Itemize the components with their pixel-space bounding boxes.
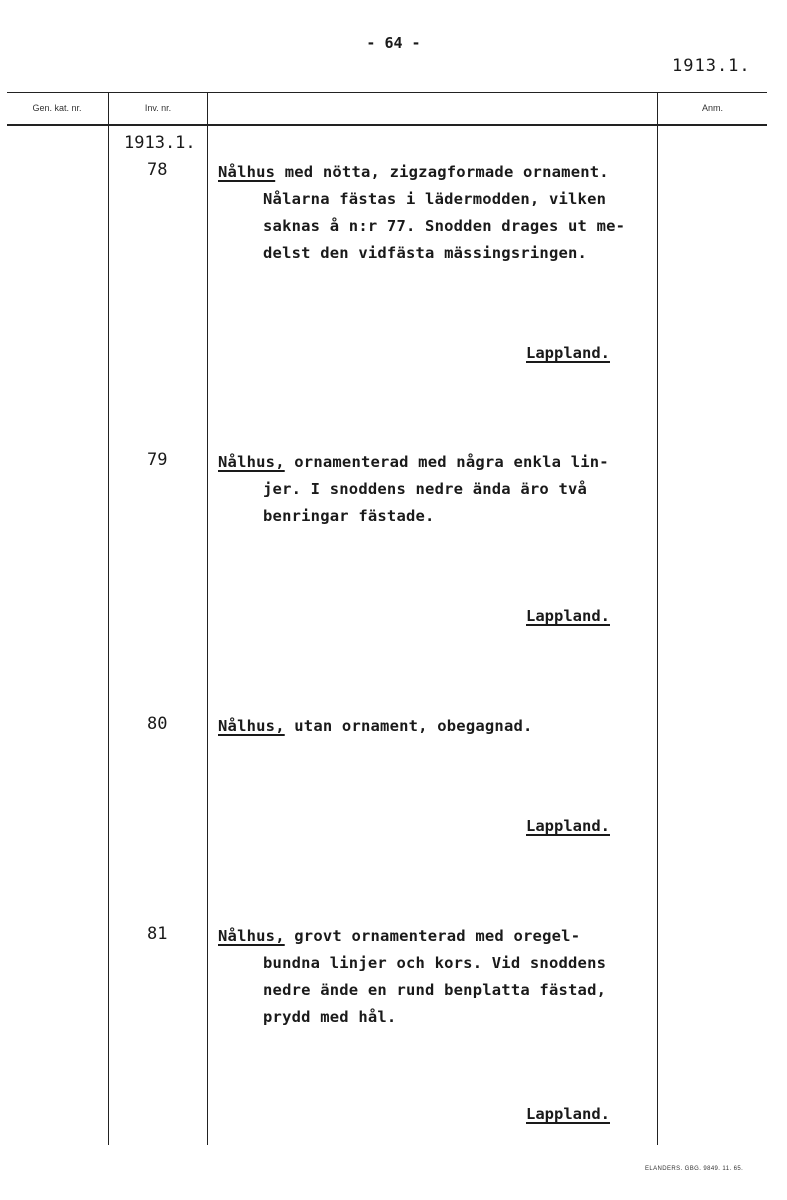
entry-text: med nötta, zigzagformade ornament. xyxy=(275,163,609,181)
place-label: Lappland. xyxy=(526,817,610,835)
entry-title: Nålhus xyxy=(218,163,276,181)
printer-imprint: ELANDERS. GBG. 9849. 11. 65. xyxy=(645,1166,744,1172)
entry-description xyxy=(218,159,668,267)
column-header-gen-kat: Gen. kat. nr. xyxy=(32,103,82,113)
entry-description xyxy=(218,923,668,1031)
inventory-number: 80 xyxy=(147,714,168,734)
place-label: Lappland. xyxy=(526,607,610,625)
header-bottom-rule xyxy=(7,124,767,126)
column-divider-1 xyxy=(108,92,109,1145)
column-header-inv: Inv. nr. xyxy=(144,103,172,113)
entry-title: Nålhus, xyxy=(218,717,285,735)
year-reference: 1913.1. xyxy=(124,133,196,153)
column-divider-2 xyxy=(207,92,208,1145)
entry-text: Nålarna fästas i lädermodden, vilken xyxy=(263,190,607,208)
inventory-number: 78 xyxy=(147,160,168,180)
entry-text: delst den vidfästa mässingsringen. xyxy=(263,244,588,262)
entry-description xyxy=(218,713,668,740)
entry-text: bundna linjer och kors. Vid snoddens xyxy=(263,954,607,972)
entry-text: nedre ände en rund benplatta fästad, xyxy=(263,981,607,999)
page-number: - 64 - xyxy=(366,34,421,52)
inventory-number: 79 xyxy=(147,450,168,470)
place-label: Lappland. xyxy=(526,344,610,362)
entry-text: jer. I snoddens nedre ända äro två xyxy=(263,480,588,498)
place-label: Lappland. xyxy=(526,1105,610,1123)
entry-text: utan ornament, obegagnad. xyxy=(284,717,533,735)
column-header-anm: Anm. xyxy=(701,103,723,113)
inventory-number: 81 xyxy=(147,924,168,944)
entry-title: Nålhus, xyxy=(218,927,285,945)
entry-text: prydd med hål. xyxy=(263,1008,397,1026)
year-code: 1913.1. xyxy=(672,56,751,76)
entry-text: grovt ornamenterad med oregel- xyxy=(284,927,581,945)
entry-text: saknas å n:r 77. Snodden drages ut me- xyxy=(263,217,626,235)
entry-text: benringar fästade. xyxy=(263,507,435,525)
entry-description xyxy=(218,449,668,530)
entry-title: Nålhus, xyxy=(218,453,285,471)
header-top-rule xyxy=(7,92,767,93)
entry-text: ornamenterad med några enkla lin- xyxy=(284,453,609,471)
